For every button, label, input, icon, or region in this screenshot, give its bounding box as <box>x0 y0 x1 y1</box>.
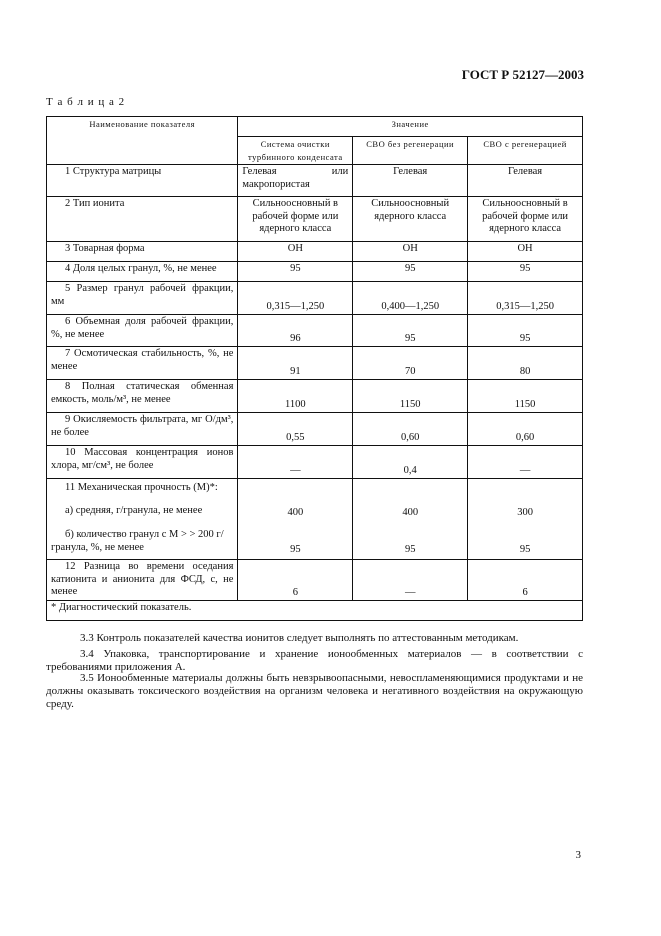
row-value: 0,315—1,250 <box>468 282 583 315</box>
row-value: 91 <box>238 347 353 380</box>
row-value: 6 <box>238 560 353 601</box>
row11-a-value: 400 <box>287 507 304 518</box>
table-caption: Т а б л и ц а 2 <box>46 96 126 108</box>
row-value: Гелевая <box>468 165 583 197</box>
paragraph-text: 3.5 Ионообменные материалы должны быть невзрывоопасными, невоспламеняющимися продуктами и не должны оказывать токсического воздействия на организм человека и негативного воздействия на окружающую среду. <box>46 672 583 710</box>
row-value: 0,55 <box>238 413 353 446</box>
row-value: 95 <box>353 262 468 282</box>
row11-a-value: 400 <box>402 507 419 518</box>
header-col-1: Система очистки турбинного конденсата <box>238 137 353 165</box>
header-name: Наименование показателя <box>47 117 238 165</box>
row11-a-label: а) средняя, г/гранула, не менее <box>65 504 203 516</box>
row-value: 6 <box>468 560 583 601</box>
header-col-3: СВО с регенерацией <box>468 137 583 165</box>
table-row <box>47 380 583 413</box>
row-value: 0,400—1,250 <box>353 282 468 315</box>
table-row <box>47 560 583 601</box>
table-row <box>47 446 583 479</box>
table-footnote: * Диагностический показатель. <box>47 601 583 621</box>
table-row <box>47 479 583 560</box>
paragraph-3-4 <box>46 648 583 674</box>
row-value: 1100 <box>238 380 353 413</box>
page-number: 3 <box>575 849 581 861</box>
row-value: ОН <box>468 242 583 262</box>
table-row <box>47 262 583 282</box>
paragraph-3-3 <box>46 632 583 645</box>
table-row <box>47 197 583 242</box>
table-row <box>47 242 583 262</box>
table-row <box>47 413 583 446</box>
row11-b-value: 95 <box>290 543 301 555</box>
row-value: Сильноосновный в рабочей форме или ядерного класса <box>238 197 353 242</box>
paragraph-text: 3.3 Контроль показателей качества ионитов следует выполнять по аттестованным методикам. <box>80 632 519 644</box>
row-value: 0,60 <box>353 413 468 446</box>
row-label: 1 Структура матрицы <box>47 165 238 197</box>
table-row <box>47 282 583 315</box>
header-value: Значение <box>238 117 583 137</box>
row-label: 4 Доля целых гранул, %, не менее <box>47 262 238 282</box>
row-value: 96 <box>238 315 353 347</box>
row-label <box>47 479 238 560</box>
row-label: 5 Размер гранул рабочей фракции, мм <box>47 282 238 315</box>
row11-b-label: б) количество гранул с М > > 200 г/гранула, %, не менее <box>51 529 224 553</box>
row11-b-value: 95 <box>404 543 416 555</box>
row-value: 95 <box>238 262 353 282</box>
row11-b-value: 95 <box>519 543 531 555</box>
row-value: 0,4 <box>353 446 468 479</box>
paragraph-3-5 <box>46 672 583 711</box>
table-row <box>47 165 583 197</box>
row11-a-value: 300 <box>517 507 533 518</box>
header-col-2: СВО без регенерации <box>353 137 468 165</box>
table-row <box>47 315 583 347</box>
row-label: 6 Объемная доля рабочей фракции, %, не менее <box>47 315 238 347</box>
row-value: 80 <box>468 347 583 380</box>
row-label: 8 Полная статическая обменная емкость, моль/м³, не менее <box>47 380 238 413</box>
row-value: Гелевая или макропористая <box>238 165 353 197</box>
row-value <box>353 479 468 560</box>
row-value: — <box>238 446 353 479</box>
document-code: ГОСТ Р 52127—2003 <box>461 67 584 82</box>
properties-table <box>46 116 583 621</box>
row-label: 3 Товарная форма <box>47 242 238 262</box>
table-footnote-row <box>47 601 583 621</box>
row-value: Гелевая <box>353 165 468 197</box>
row-value <box>238 479 353 560</box>
row-label: 2 Тип ионита <box>47 197 238 242</box>
paragraph-text: 3.4 Упаковка, транспортирование и хранение ионообменных материалов — в соответствии с требованиями приложения А. <box>46 648 583 673</box>
row-value: — <box>468 446 583 479</box>
row-value: 70 <box>353 347 468 380</box>
row-label: 7 Осмотическая стабильность, %, не менее <box>47 347 238 380</box>
row-label: 9 Окисляемость фильтрата, мг О/дм³, не более <box>47 413 238 446</box>
row-value: 0,315—1,250 <box>238 282 353 315</box>
row-value: 1150 <box>353 380 468 413</box>
row11-title: 11 Механическая прочность (М)*: <box>65 482 218 493</box>
row-label: 12 Разница во времени оседания катионита и анионита для ФСД, с, не менее <box>47 560 238 601</box>
row-value: — <box>353 560 468 601</box>
row-value: ОН <box>238 242 353 262</box>
table-row <box>47 347 583 380</box>
row-value: ОН <box>353 242 468 262</box>
row-value: 1150 <box>468 380 583 413</box>
row-value: 95 <box>468 262 583 282</box>
row-value: 95 <box>353 315 468 347</box>
row-value: 95 <box>468 315 583 347</box>
row-label: 10 Массовая концентрация ионов хлора, мг/см³, не более <box>47 446 238 479</box>
row-value: 0,60 <box>468 413 583 446</box>
row-value: Сильноосновный ядерного класса <box>353 197 468 242</box>
row-value <box>468 479 583 560</box>
row-value: Сильноосновный в рабочей форме или ядерного класса <box>468 197 583 242</box>
